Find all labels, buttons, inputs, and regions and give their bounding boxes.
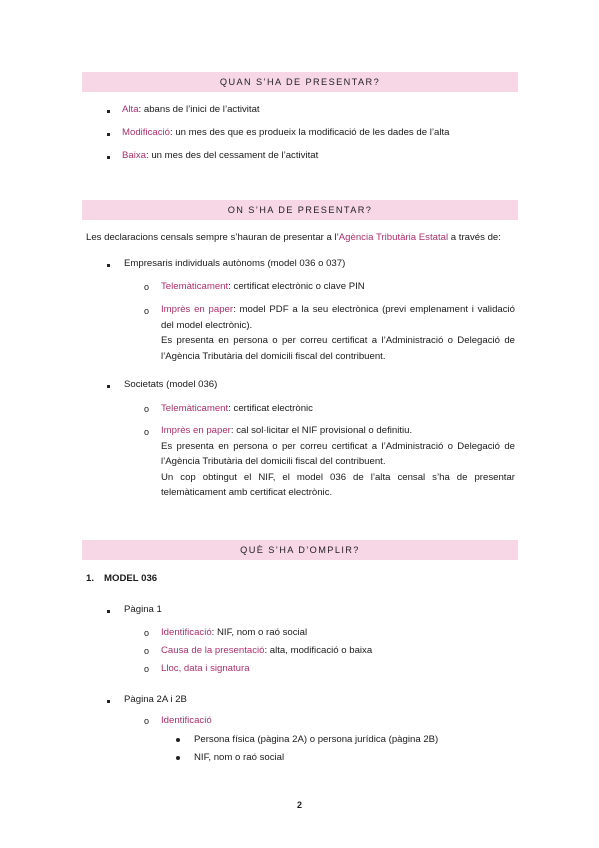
list-item: Identificació: NIF, nom o raó social	[161, 627, 308, 638]
bullet-dot	[176, 738, 180, 742]
bullet-circle: o	[144, 628, 150, 638]
list-item: Identificació	[161, 715, 212, 726]
list-item: Persona física (pàgina 2A) o persona jurídica (pàgina 2B)	[194, 734, 439, 745]
bullet-square	[107, 156, 110, 159]
bullet-circle: o	[144, 427, 150, 437]
section-heading-what: QUÈ S’HA D’OMPLIR?	[82, 540, 518, 560]
section-heading-when: QUAN S’HA DE PRESENTAR?	[82, 72, 518, 92]
list-item: Modificació: un mes des que es produeix la modificació de les dades de l’alta	[122, 127, 450, 138]
bullet-square	[107, 264, 110, 267]
list-item: Baixa: un mes des del cessament de l’activitat	[122, 150, 319, 161]
bullet-circle: o	[144, 306, 150, 316]
list-item: Causa de la presentació: alta, modificació o baixa	[161, 645, 373, 656]
bullet-square	[107, 110, 110, 113]
bullet-dot	[176, 756, 180, 760]
list-item: Alta: abans de l’inici de l’activitat	[122, 104, 260, 115]
page-number: 2	[296, 800, 302, 810]
bullet-circle: o	[144, 664, 150, 674]
list-item: Telemàticament: certificat electrònic o clave PIN	[161, 281, 365, 292]
bullet-square	[107, 610, 110, 613]
list-item: Lloc, data i signatura	[161, 663, 250, 674]
page-label-2: Pàgina 2A i 2B	[124, 694, 187, 705]
bullet-circle: o	[144, 716, 150, 726]
list-item: Imprès en paper: model PDF a la seu electrònica (previ emplenament i validació del model electrònic). Es presenta en persona o per correu certificat a l’Administració o Delegació de l’Agència Tributària del domicili fiscal del contribuent.	[161, 304, 516, 362]
bullet-circle: o	[144, 282, 150, 292]
bullet-square	[107, 385, 110, 388]
bullet-circle: o	[144, 646, 150, 656]
bullet-square	[107, 133, 110, 136]
intro-paragraph: Les declaracions censals sempre s’hauran de presentar a l’Agència Tributària Estatal a través de:	[86, 232, 501, 243]
list-item: Telemàticament: certificat electrònic	[161, 403, 313, 414]
section-heading-where: ON S’HA DE PRESENTAR?	[82, 200, 518, 220]
group-label-individuals: Empresaris individuals autònoms (model 036 o 037)	[124, 258, 346, 269]
list-item: NIF, nom o raó social	[194, 752, 285, 763]
section-number: 1.	[86, 573, 95, 584]
list-item: Imprès en paper: cal sol·licitar el NIF provisional o definitiu. Es presenta en persona o per correu certificat a l’Administració o Delegació de l’Agència Tributària del domicili fiscal del contribuent. Un cop obtingut el NIF, el model 036 de l’alta censal s’ha de presentar telemàticament amb certificat electrònic.	[161, 425, 515, 498]
agency-link[interactable]: Agència Tributària Estatal	[338, 232, 449, 243]
bullet-square	[107, 700, 110, 703]
group-label-companies: Societats (model 036)	[124, 379, 218, 390]
bullet-circle: o	[144, 404, 150, 414]
page-label-1: Pàgina 1	[124, 604, 162, 615]
model-title: MODEL 036	[104, 573, 158, 584]
